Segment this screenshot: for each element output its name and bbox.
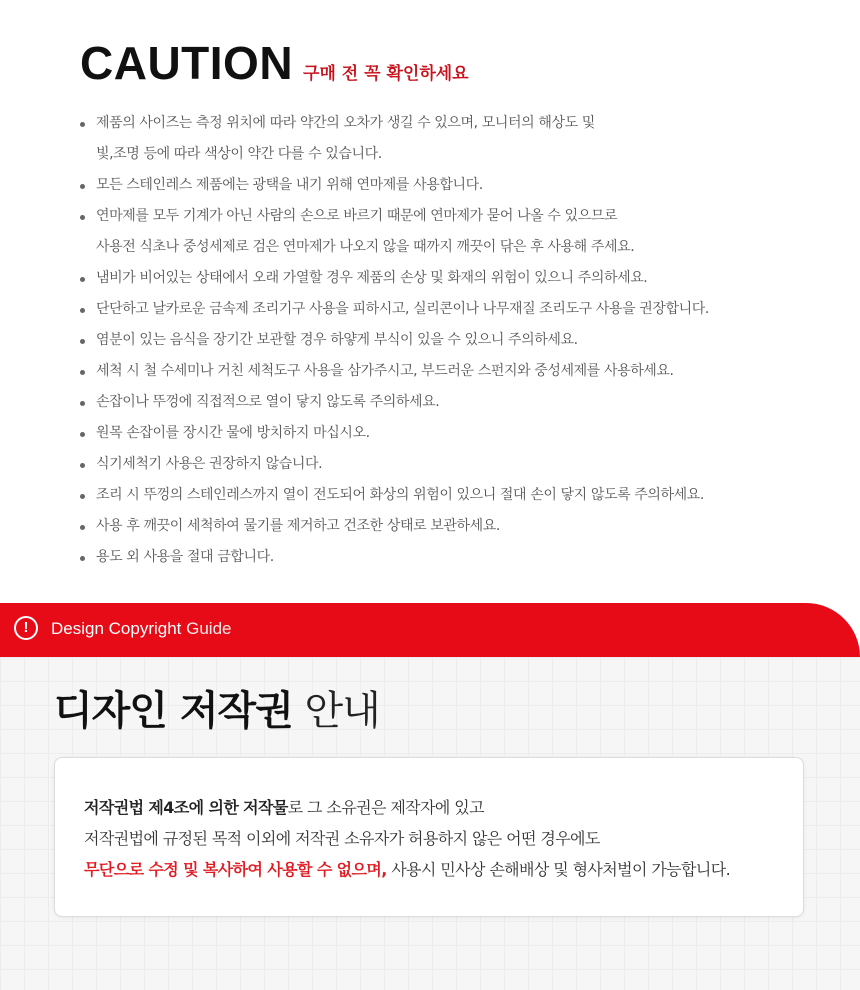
copyright-line-3-rest: 사용시 민사상 손해배상 및 형사처벌이 가능합니다. (386, 860, 731, 879)
caution-item (80, 325, 800, 356)
caution-item (80, 418, 800, 449)
caution-item (80, 294, 800, 325)
caution-item-text: 사용 후 깨끗이 세척하여 물기를 제거하고 건조한 상태로 보관하세요. (96, 518, 500, 534)
copyright-line-2: 저작권법에 규정된 목적 이외에 저작권 소유자가 허용하지 않은 어떤 경우에도 (84, 829, 600, 848)
caution-title: CAUTION (80, 37, 294, 89)
copyright-notice-text (84, 792, 730, 885)
caution-item (80, 511, 800, 542)
copyright-line-3-warning: 무단으로 수정 및 복사하여 사용할 수 없으며, (84, 860, 387, 879)
caution-list (80, 108, 800, 573)
copyright-line-1-rest: 로 그 소유권은 제작자에 있고 (287, 798, 484, 817)
copyright-section (0, 657, 860, 990)
copyright-line-1-strong: 저작권법 제4조에 의한 저작물 (84, 798, 288, 817)
banner-label-light: Guide (181, 619, 232, 638)
caution-subtitle: 구매 전 꼭 확인하세요 (303, 64, 469, 84)
caution-item-text: 용도 외 사용을 절대 금합니다. (96, 549, 274, 565)
caution-item (80, 108, 800, 170)
copyright-line-3 (84, 854, 730, 885)
caution-item (80, 480, 800, 511)
caution-header (80, 37, 469, 89)
caution-item (80, 387, 800, 418)
copyright-title (54, 685, 380, 737)
caution-item-text: 세척 시 철 수세미나 거친 세척도구 사용을 삼가주시고, 부드러운 스펀지와 중성세제를 사용하세요. (96, 363, 674, 379)
copyright-title-bold: 디자인 저작권 (54, 688, 293, 734)
banner-label-bold: Design Copyright (51, 619, 182, 638)
caution-item (80, 542, 800, 573)
caution-item-text: 냄비가 비어있는 상태에서 오래 가열할 경우 제품의 손상 및 화재의 위험이 있으니 주의하세요. (96, 270, 648, 286)
caution-item-text: 조리 시 뚜껑의 스테인레스까지 열이 전도되어 화상의 위험이 있으니 절대 손이 닿지 않도록 주의하세요. (96, 487, 704, 503)
caution-item (80, 356, 800, 387)
copyright-notice-box (54, 757, 804, 917)
caution-item (80, 449, 800, 480)
caution-item (80, 263, 800, 294)
caution-item-text: 원목 손잡이를 장시간 물에 방치하지 마십시오. (96, 425, 370, 441)
caution-item-text-cont: 사용전 식초나 중성세제로 검은 연마제가 나오지 않을 때까지 깨끗이 닦은 후 사용해 주세요. (96, 239, 635, 255)
caution-item-text: 단단하고 날카로운 금속제 조리기구 사용을 피하시고, 실리콘이나 나무재질 조리도구 사용을 권장합니다. (96, 301, 709, 317)
banner-label (51, 618, 232, 640)
caution-item-text: 연마제를 모두 기계가 아닌 사람의 손으로 바르기 때문에 연마제가 묻어 나올 수 있으므로 (96, 208, 618, 224)
exclamation-circle-icon: ! (14, 616, 38, 640)
caution-item-text: 제품의 사이즈는 측정 위치에 따라 약간의 오차가 생길 수 있으며, 모니터의 해상도 및 (96, 115, 595, 131)
caution-item-text: 손잡이나 뚜껑에 직접적으로 열이 닿지 않도록 주의하세요. (96, 394, 440, 410)
caution-item-text: 식기세척기 사용은 권장하지 않습니다. (96, 456, 323, 472)
copyright-title-light: 안내 (292, 688, 380, 734)
caution-item-text: 염분이 있는 음식을 장기간 보관할 경우 하얗게 부식이 있을 수 있으니 주의하세요. (96, 332, 578, 348)
caution-item (80, 170, 800, 201)
copyright-guide-banner (0, 603, 860, 657)
caution-item-text: 모든 스테인레스 제품에는 광택을 내기 위해 연마제를 사용합니다. (96, 177, 483, 193)
caution-item (80, 201, 800, 263)
caution-item-text-cont: 빛,조명 등에 따라 색상이 약간 다를 수 있습니다. (96, 146, 382, 162)
copyright-line-1 (84, 792, 730, 823)
